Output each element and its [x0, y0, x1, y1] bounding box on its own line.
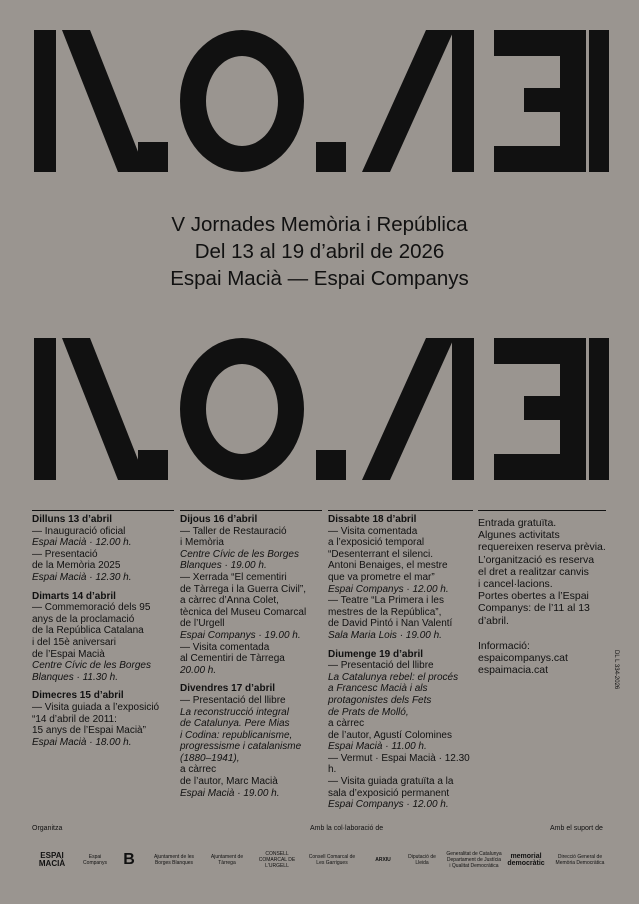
event-line: de Catalunya. Pere Mias [180, 718, 290, 730]
programme-day [32, 591, 174, 684]
event-line: tècnica del Museu Comarcal [180, 606, 307, 618]
logo-espai-macia: ESPAI MACIÀ [38, 851, 66, 868]
event-line: de l’Espai Macià [32, 648, 105, 660]
programme-day [180, 683, 322, 799]
event-line: a càrrec d’Anna Colet, [180, 595, 279, 607]
event-line: que va prometre el mar” [328, 571, 435, 583]
programme-day [328, 514, 473, 642]
event-line: progressisme i catalanisme [180, 741, 302, 753]
event-line: La reconstrucció integral [180, 706, 289, 718]
logo-memorial-democratic: memorial democràtic [507, 853, 545, 867]
footer-organitza: Organitza [32, 825, 63, 832]
event-line: a l’exposició temporal [328, 537, 425, 549]
event-line: protagonistes dels Fets [328, 694, 432, 706]
event-line: Blanques · 19.00 h. [180, 560, 267, 572]
day-heading: Dilluns 13 d’abril [32, 514, 113, 525]
event-line: Blanques · 11.30 h. [32, 671, 118, 683]
info-column [478, 510, 606, 676]
event-line: Espai Macià · 11.00 h. [328, 741, 427, 753]
event-line: i del 15è aniversari [32, 636, 116, 648]
event-line: Antoni Benaiges, el mestre [328, 560, 448, 572]
event-line: — Commemoració dels 95 [32, 602, 151, 614]
event-line: de Prats de Molló, [328, 706, 409, 718]
info-line: Entrada gratuïta. [478, 517, 557, 529]
event-line: al Cementiri de Tàrrega [180, 653, 285, 665]
event-title: V Jornades Memòria i República [171, 213, 468, 236]
event-line: “14 d’abril de 2011: [32, 713, 117, 725]
link-espaicompanys[interactable]: espaicompanys.cat [478, 652, 568, 665]
event-line: — Vermut · Espai Macià · 12.30 h. [328, 752, 470, 776]
big-date-top [34, 30, 609, 172]
event-line: Espai Companys · 19.00 h. [180, 629, 301, 641]
event-line: 15 anys de l’Espai Macià” [32, 725, 146, 737]
event-line: de Tàrrega i la Guerra Civil”, [180, 583, 306, 595]
logo-consell-urgell: CONSELL COMARCAL DE L'URGELL [258, 851, 296, 869]
big-date-graphic-2 [34, 338, 609, 480]
event-line: a càrrec [180, 764, 217, 776]
event-line: — Presentació del llibre [180, 694, 286, 706]
logo-espai-companys: Espai Companys [83, 854, 107, 866]
event-line: i Codina: republicanisme, [180, 729, 293, 741]
logo-diputacio-lleida: Diputació de Lleida [408, 854, 436, 866]
programme-day [32, 514, 174, 584]
logo-b: B [123, 851, 135, 868]
event-line: — Visita guiada a l’exposició [32, 701, 160, 713]
event-line: mestres de la República”, [328, 606, 442, 618]
event-line: — Visita comentada [180, 641, 270, 653]
day-heading: Divendres 17 d’abril [180, 683, 276, 695]
logo-arxiu: ARXIU [375, 857, 391, 863]
programme-column-2 [180, 510, 322, 806]
sponsor-logos [0, 843, 639, 878]
event-line: — Teatre “La Primera i les [328, 595, 444, 607]
footer-suport: Amb el suport de [550, 825, 603, 832]
event-heading [0, 211, 639, 292]
event-line: — Presentació del llibre [328, 660, 434, 672]
info-label: Informació: [478, 639, 530, 652]
logo-ajuntament-borges: Ajuntament de les Borges Blanques [153, 854, 195, 866]
event-line: Espai Macià · 19.00 h. [180, 787, 280, 799]
logo-direccio-memoria: Direcció General de Memòria Democràtica [555, 854, 605, 866]
event-line: de l’Urgell [180, 618, 225, 630]
day-heading: Dimarts 14 d’abril [32, 590, 116, 602]
event-line: i Memòria [180, 537, 224, 549]
legal-deposit: DL L 334-2026 [613, 650, 619, 690]
event-line: Centre Cívic de les Borges [180, 548, 299, 560]
info-paragraph [478, 517, 606, 627]
info-line: L’organització es reserva [478, 553, 595, 566]
event-line: de David Pintó i Nan Valentí [328, 618, 453, 630]
event-line: — Xerrada “El cementiri [180, 571, 287, 583]
event-line: “Desenterrant el silenci. [328, 548, 434, 560]
event-line: de l’autor, Agustí Colomines [328, 729, 452, 741]
day-heading: Dimecres 15 d’abril [32, 690, 124, 702]
programme-day [180, 514, 322, 676]
day-heading: Dijous 16 d’abril [180, 514, 258, 525]
info-line: Algunes activitats [478, 529, 560, 542]
info-line: requereixen reserva prèvia. [478, 541, 606, 554]
event-line: (1880–1941), [180, 752, 240, 764]
event-line: de la Memòria 2025 [32, 560, 121, 572]
info-line: i cancel·lacions. [478, 578, 553, 591]
event-line: Espai Macià · 12.30 h. [32, 571, 132, 583]
event-line: — Visita comentada [328, 525, 418, 537]
logo-consell-garrigues: Consell Comarcal de Les Garrigues [308, 854, 356, 866]
event-line: — Inauguració oficial [32, 525, 126, 537]
event-line: de l’autor, Marc Macià [180, 776, 278, 788]
event-line: Espai Macià · 18.00 h. [32, 736, 132, 748]
event-line: Sala Maria Lois · 19.00 h. [328, 629, 442, 641]
event-line: Espai Companys · 12.00 h. [328, 799, 449, 811]
event-venues: Espai Macià — Espai Companys [170, 267, 469, 290]
link-espaimacia[interactable]: espaimacia.cat [478, 664, 549, 677]
event-dates: Del 13 al 19 d’abril de 2026 [194, 240, 445, 263]
event-line: — Presentació [32, 548, 98, 560]
logo-ajuntament-tarrega: Ajuntament de Tàrrega [210, 854, 244, 866]
day-heading: Dissabte 18 d’abril [328, 514, 417, 525]
event-line: a Francesc Macià i als [328, 683, 428, 695]
event-line: Espai Companys · 12.00 h. [328, 583, 449, 595]
event-line: sala d’exposició permanent [328, 787, 450, 799]
event-line: de la República Catalana [32, 625, 144, 637]
big-date-graphic [34, 30, 609, 172]
programme-column-3 [328, 510, 473, 818]
event-line: Centre Cívic de les Borges [32, 660, 151, 672]
info-line: Companys: de l’11 al 13 d’abril. [478, 602, 590, 627]
event-line: La Catalunya rebel: el procés [328, 671, 459, 683]
event-line: — Visita guiada gratuïta a la [328, 776, 454, 788]
programme-day [328, 649, 473, 811]
event-line: Espai Macià · 12.00 h. [32, 537, 132, 549]
big-date-bottom [34, 338, 609, 480]
logo-generalitat: Generalitat de Catalunya Departament de Justícia i Qualitat Democràtica [446, 851, 502, 869]
footer-collaboracio: Amb la col·laboració de [310, 825, 384, 832]
day-heading: Diumenge 19 d’abril [328, 648, 424, 660]
event-line: — Taller de Restauració [180, 525, 287, 537]
event-line: anys de la proclamació [32, 613, 135, 625]
info-line: el dret a realitzar canvis [478, 565, 589, 578]
programme-column-1 [32, 510, 174, 755]
event-line: 20.00 h. [180, 664, 217, 676]
programme-day [32, 690, 174, 748]
info-line: Portes obertes a l’Espai [478, 590, 589, 603]
event-line: a càrrec [328, 718, 365, 730]
